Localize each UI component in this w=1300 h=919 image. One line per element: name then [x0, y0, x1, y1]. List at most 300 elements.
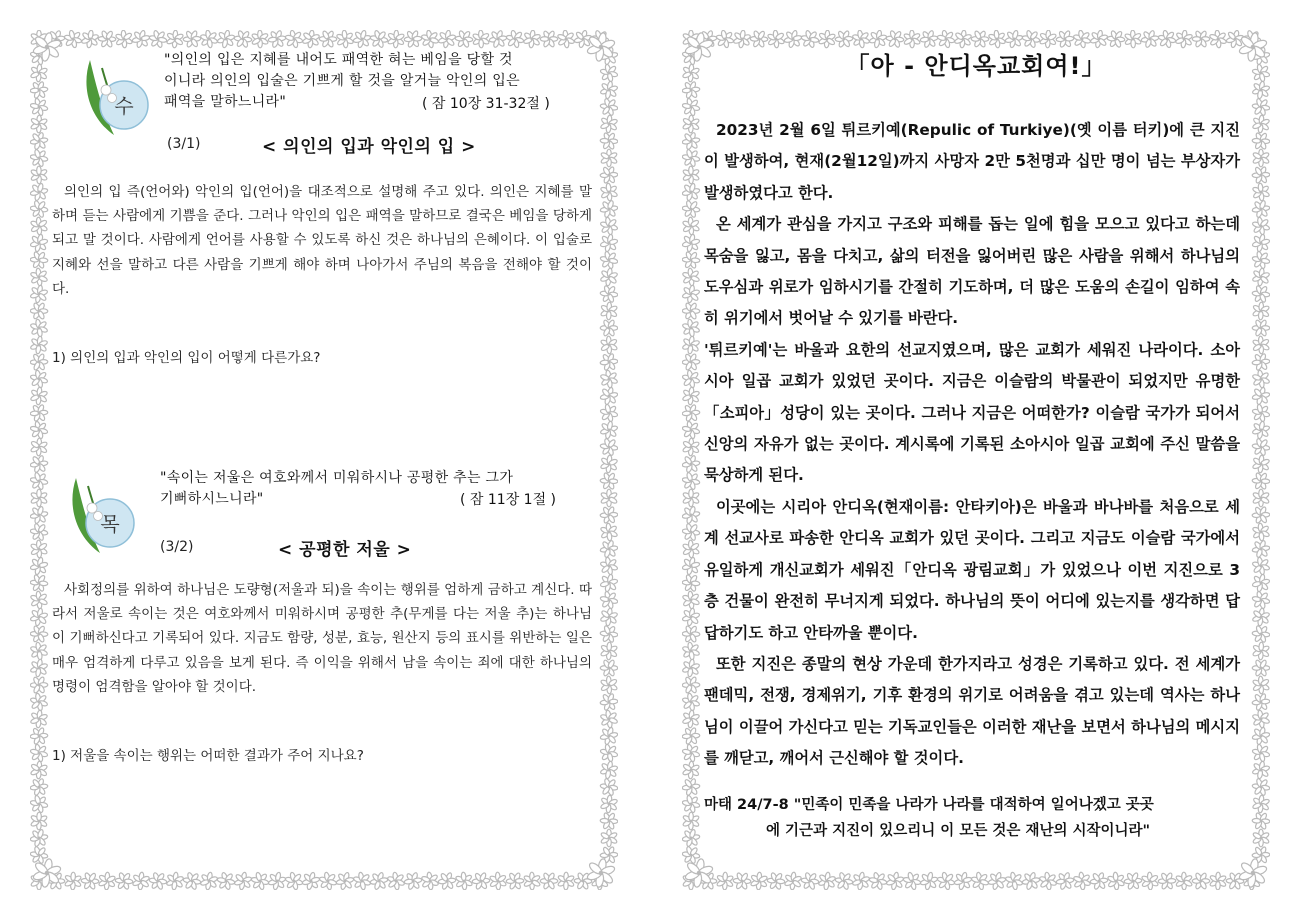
border-flower: [30, 182, 49, 203]
border-flower: [131, 871, 150, 890]
border-flower: [472, 872, 491, 890]
article-paragraph: 또한 지진은 종말의 현상 가운데 한가지라고 성경은 기록하고 있다. 전 세계가 팬데믹, 전쟁, 경제위기, 기후 환경의 위기로 어려움을 겪고 있는데 역사는 하나님이 이끌어 가신다고 믿는 기독교인들은 이러한 재난을 보면서 하나님의 메시지를 깨닫고, 깨어서 근신해야 할 것이다.: [704, 654, 1240, 768]
border-flower: [351, 30, 372, 49]
border-flower: [95, 869, 119, 890]
border-flower: [197, 869, 222, 890]
date-1: (3/1): [167, 136, 201, 152]
border-flower: [918, 870, 940, 890]
border-flower: [30, 419, 50, 441]
border-flower: [597, 469, 618, 493]
border-flower: [597, 503, 618, 527]
border-flower: [951, 869, 976, 890]
border-flower: [1072, 871, 1091, 890]
border-flower: [682, 486, 703, 510]
border-flower: [682, 469, 703, 494]
border-flower: [1189, 869, 1213, 890]
border-flower: [682, 537, 703, 561]
border-flower: [30, 384, 51, 408]
border-flower: [572, 30, 594, 50]
border-flower: [318, 870, 339, 890]
border-flower: [598, 45, 618, 67]
border-flower: [900, 869, 925, 890]
border-flower: [30, 61, 51, 85]
border-flower: [574, 872, 592, 890]
border-flower: [437, 30, 458, 49]
border-flower: [597, 520, 618, 544]
border-flower: [599, 607, 618, 627]
border-flower: [1250, 215, 1270, 237]
border-flower: [164, 870, 187, 890]
border-flower: [1250, 759, 1270, 781]
border-flower: [682, 267, 701, 287]
border-flower: [1252, 829, 1269, 847]
border-flower: [682, 248, 703, 271]
border-flower: [1249, 282, 1270, 307]
border-flower: [1251, 97, 1270, 117]
border-flower: [30, 115, 48, 133]
border-flower: [682, 163, 703, 187]
border-flower: [30, 676, 48, 694]
border-flower: [30, 537, 51, 561]
border-flower: [30, 334, 50, 357]
border-flower: [600, 659, 618, 676]
border-flower: [597, 452, 618, 476]
border-flower: [682, 401, 703, 425]
border-flower: [452, 869, 476, 890]
border-flower: [1252, 659, 1270, 676]
border-flower: [682, 828, 701, 848]
border-flower: [867, 870, 889, 890]
border-flower: [30, 571, 51, 594]
section-1-title: < 의인의 입과 악인의 입 >: [262, 137, 476, 157]
border-flower: [385, 870, 408, 890]
border-flower: [61, 30, 86, 51]
border-flower: [599, 777, 618, 797]
border-flower: [1249, 622, 1270, 647]
border-flower: [600, 829, 617, 847]
border-flower: [30, 284, 49, 305]
border-flower: [98, 30, 116, 48]
border-flower: [682, 676, 700, 694]
border-flower: [597, 299, 618, 323]
border-flower: [523, 872, 541, 890]
border-flower: [600, 489, 617, 507]
section-2-question: 1) 저울을 속이는 행위는 어떠한 결과가 주어 지나요?: [52, 748, 364, 764]
border-flower: [401, 30, 425, 51]
border-flower: [30, 231, 51, 256]
section-2-body: 사회정의를 위하여 하나님은 도량형(저울과 되)을 속이는 행위를 엄하게 금하고 계신다. 따라서 저울로 속이는 것은 여호와께서 미워하시며 공평한 추(무게를 다는 저울 추)는 하나님이 기뻐하신다고 기록되어 있다. 지금도 함량, 성분, 효능, 원산지 등의 표시를 위반하는 일은 매우 엄격하게 다루고 있음을 보게 된다. 즉 이익을 위해서 남을 속이는 죄에 대한 하나님의 명령이 엄격함을 알아야 할 것이다.: [52, 582, 592, 695]
border-flower: [597, 61, 618, 86]
border-flower: [1249, 809, 1270, 833]
border-flower: [1249, 350, 1270, 375]
article-paragraph: 2023년 2월 6일 튀르키예(Repulic of Turkiye)(옛 이름 터키)에 큰 지진이 발생하여, 현재(2월12일)까지 사망자 2만 5천명과 십만 명이 넘는 부상자가 발생하였다고 한다.: [704, 121, 1240, 202]
border-flower: [598, 249, 618, 271]
border-flower: [599, 267, 618, 287]
border-flower: [682, 845, 701, 865]
border-flower: [233, 30, 252, 49]
verse-2: "속이는 저울은 여호와께서 미워하시나 공평한 추는 그가 기뻐하시느니라": [160, 470, 514, 507]
border-flower: [215, 870, 237, 890]
verse-1: "의인의 입은 지혜를 내어도 패역한 혀는 베임을 당할 것 이니라 의인의 입술은 기쁘게 할 것을 알거늘 악인의 입은 패역을 말하느니라": [164, 52, 520, 110]
border-flower: [30, 606, 49, 627]
border-flower: [1124, 872, 1143, 890]
border-flower: [597, 350, 618, 375]
border-flower: [233, 871, 254, 890]
border-flower: [598, 79, 618, 101]
border-flower: [885, 871, 906, 890]
border-flower: [1087, 869, 1110, 890]
border-flower: [488, 30, 508, 49]
border-flower: [598, 725, 618, 747]
border-flower: [44, 869, 68, 890]
border-flower: [599, 97, 618, 117]
border-flower: [30, 30, 47, 48]
border-flower: [682, 438, 700, 456]
border-flower: [597, 333, 618, 357]
border-flower: [598, 759, 618, 781]
border-flower: [30, 299, 51, 323]
border-flower: [1251, 777, 1270, 797]
border-flower: [682, 353, 700, 371]
border-flower: [682, 691, 702, 713]
border-flower: [682, 182, 701, 203]
border-flower: [334, 870, 356, 890]
border-flower: [682, 299, 703, 323]
border-flower: [1250, 555, 1270, 577]
border-flower: [1138, 869, 1162, 890]
border-flower: [682, 571, 703, 594]
border-flower: [1252, 149, 1269, 167]
border-flower: [1249, 503, 1270, 527]
border-flower: [147, 30, 169, 50]
border-flower: [1251, 369, 1270, 389]
border-flower: [30, 96, 50, 118]
border-flower: [599, 199, 618, 219]
border-flower: [30, 45, 50, 67]
border-flower: [30, 267, 49, 287]
border-flower: [585, 856, 618, 889]
border-flower: [30, 554, 51, 579]
border-flower: [1249, 299, 1270, 323]
border-flower: [597, 180, 618, 204]
border-flower: [682, 657, 702, 679]
border-flower: [682, 639, 703, 664]
border-flower: [520, 30, 545, 51]
border-flower: [1251, 539, 1270, 559]
border-flower: [79, 30, 102, 50]
border-flower: [1021, 871, 1041, 890]
border-flower: [452, 30, 476, 51]
border-flower: [299, 869, 324, 890]
border-flower: [316, 30, 340, 51]
border-flower: [112, 30, 135, 51]
border-flower: [597, 690, 618, 715]
border-flower: [598, 419, 618, 441]
border-flower: [30, 453, 50, 476]
border-flower: [597, 741, 618, 766]
border-flower: [1249, 520, 1270, 544]
border-flower: [30, 845, 49, 865]
border-flower: [248, 869, 273, 890]
border-flower: [696, 869, 720, 890]
border-flower: [333, 30, 358, 51]
border-flower: [682, 707, 703, 732]
border-flower: [1249, 401, 1270, 426]
article-title: 「아 - 안디옥교회여!」: [845, 52, 1107, 80]
border-flower: [1249, 333, 1270, 357]
border-flower: [733, 872, 751, 890]
border-flower: [30, 809, 51, 833]
border-flower: [682, 316, 703, 341]
border-flower: [30, 146, 51, 171]
border-flower: [600, 149, 617, 167]
scripture-footnote: 마태 24/7-8 "민족이 민족을 나라가 나라를 대적하여 일어나겠고 곳곳 에 기근과 지진이 있으리니 이 모든 것은 재난의 시작이니라": [704, 797, 1154, 839]
border-flower: [682, 284, 701, 305]
border-flower: [30, 214, 51, 237]
border-flower: [597, 129, 618, 153]
article-paragraph: '튀르키예'는 바울과 요한의 선교지였으며, 많은 교회가 세워진 나라이다. 소아시아 일곱 교회가 있었던 곳이다. 지금은 이슬람의 박물관이 되었지만 유명한 「소피아」성당이 있는 곳이다. 그러나 지금은 어떠한가? 이슬람 국가가 되어서 신앙의 자유가 없는 곳이다. 계시록에 기록된 소아시아 일곱 교회에 주신 말씀을 묵상하게 된다.: [704, 340, 1240, 485]
border-flower: [486, 869, 510, 890]
border-flower: [301, 30, 321, 49]
border-flower: [1206, 869, 1230, 890]
border-flower: [682, 775, 702, 798]
border-flower: [816, 870, 839, 890]
border-flower: [1249, 469, 1270, 493]
border-flower: [597, 231, 618, 256]
border-flower: [180, 30, 204, 51]
border-flower: [597, 112, 618, 136]
border-flower: [682, 792, 703, 817]
border-flower: [265, 30, 290, 51]
border-flower: [598, 555, 618, 577]
border-flower: [682, 115, 700, 133]
left-page: [30, 30, 618, 890]
border-flower: [849, 869, 874, 890]
border-flower: [935, 870, 957, 890]
border-flower: [369, 871, 389, 890]
border-flower: [30, 622, 51, 646]
border-flower: [682, 742, 702, 764]
border-flower: [30, 248, 51, 271]
border-flower: [597, 163, 618, 187]
border-flower: [30, 368, 50, 390]
border-flower: [1053, 869, 1078, 890]
border-flower: [783, 871, 802, 890]
border-flower: [31, 30, 64, 63]
border-flower: [682, 522, 701, 542]
border-flower: [30, 724, 51, 748]
border-flower: [420, 30, 441, 49]
border-flower: [597, 282, 618, 307]
border-flower: [1249, 690, 1270, 715]
border-flower: [30, 353, 48, 371]
border-flower: [682, 724, 703, 748]
border-flower: [682, 384, 703, 408]
border-flower: [384, 30, 408, 51]
border-flower: [197, 30, 222, 51]
verse-1-reference: ( 잠 10장 31-32절 ): [422, 96, 550, 112]
border-flower: [1249, 129, 1270, 153]
border-flower: [682, 78, 703, 103]
border-flower: [369, 30, 389, 49]
border-flower: [1249, 163, 1270, 187]
border-flower: [1037, 870, 1060, 890]
border-flower: [600, 319, 618, 336]
border-flower: [1252, 319, 1270, 336]
border-flower: [682, 231, 703, 256]
border-flower: [30, 707, 51, 732]
border-flower: [597, 622, 618, 647]
badge-char: 수: [114, 94, 134, 118]
border-flower: [588, 869, 612, 890]
border-flower: [1002, 869, 1027, 890]
lily-of-valley-icon-2: [58, 468, 138, 562]
border-flower: [504, 30, 525, 50]
border-flower: [30, 401, 51, 425]
border-flower: [585, 30, 618, 63]
border-flower: [350, 869, 375, 890]
border-flower: [1155, 869, 1179, 890]
border-flower: [166, 30, 185, 48]
border-flower: [682, 146, 703, 171]
border-flower: [682, 761, 700, 780]
border-flower: [30, 828, 49, 848]
verse-2-reference: ( 잠 11장 1절 ): [460, 492, 557, 508]
border-flower: [1249, 112, 1270, 136]
border-flower: [45, 30, 68, 51]
border-flower: [537, 869, 561, 890]
border-flower: [597, 673, 618, 697]
border-flower: [1250, 589, 1270, 611]
border-flower: [30, 163, 51, 187]
border-flower: [713, 869, 737, 890]
border-flower: [1250, 385, 1270, 407]
border-flower: [1250, 249, 1270, 271]
border-flower: [682, 809, 703, 833]
border-flower: [30, 639, 51, 664]
border-flower: [30, 691, 50, 713]
border-flower: [1226, 872, 1244, 890]
border-flower: [1251, 437, 1270, 457]
border-flower: [682, 214, 703, 237]
border-flower: [1251, 267, 1270, 287]
border-flower: [682, 554, 703, 579]
border-flower: [599, 539, 618, 559]
border-flower: [215, 30, 237, 50]
border-flower: [764, 869, 787, 890]
border-flower: [1249, 673, 1270, 697]
border-flower: [503, 869, 527, 890]
border-flower: [112, 869, 135, 890]
border-flower: [266, 870, 288, 890]
border-flower: [283, 30, 304, 50]
border-flower: [598, 215, 618, 237]
border-flower: [682, 96, 702, 118]
border-flower: [182, 871, 202, 890]
border-flower: [1252, 489, 1269, 507]
border-flower: [597, 809, 618, 833]
border-flower: [599, 437, 618, 457]
border-flower: [588, 30, 613, 51]
border-flower: [435, 869, 458, 890]
border-flower: [30, 438, 48, 456]
article-body: [704, 115, 1240, 775]
border-flower: [554, 869, 578, 890]
date-2: (3/2): [160, 539, 194, 555]
border-flower: [1249, 231, 1270, 256]
border-flower: [597, 401, 618, 426]
border-flower: [30, 590, 49, 609]
border-flower: [30, 199, 49, 218]
border-flower: [747, 869, 771, 890]
border-flower: [30, 130, 50, 153]
border-flower: [31, 856, 64, 889]
border-flower: [1251, 607, 1270, 627]
border-flower: [30, 657, 50, 679]
border-flower: [682, 334, 702, 357]
border-flower: [537, 30, 561, 51]
section-2-title: < 공평한 저울 >: [278, 540, 412, 560]
border-flower: [1251, 199, 1270, 219]
border-flower: [30, 872, 47, 890]
border-flower: [1249, 180, 1270, 204]
section-1-question: 1) 의인의 입과 악인의 입이 어떻게 다른가요?: [52, 350, 321, 366]
border-flower: [682, 505, 701, 526]
border-flower: [1251, 709, 1270, 729]
border-flower: [30, 469, 51, 494]
border-flower: [469, 30, 493, 51]
border-flower: [30, 316, 51, 341]
border-flower: [30, 761, 48, 780]
border-flower: [30, 522, 49, 542]
border-flower: [1249, 741, 1270, 766]
right-page: [682, 30, 1270, 890]
border-flower: [30, 78, 51, 103]
border-flower: [597, 792, 618, 816]
border-flower: [1250, 725, 1270, 747]
border-flower: [283, 870, 305, 890]
border-flower: [682, 872, 699, 890]
border-flower: [682, 606, 701, 627]
border-flower: [986, 870, 1008, 890]
border-flower: [30, 742, 50, 764]
border-flower: [30, 775, 50, 798]
border-flower: [146, 869, 171, 890]
border-flower: [598, 385, 618, 407]
border-flower: [81, 872, 99, 890]
border-flower: [30, 486, 51, 510]
border-flower: [682, 419, 702, 441]
border-flower: [599, 369, 618, 389]
border-flower: [30, 792, 51, 817]
border-flower: [1250, 419, 1270, 441]
border-flower: [420, 871, 439, 890]
border-flower: [1249, 571, 1270, 596]
border-flower: [248, 30, 272, 51]
border-flower: [834, 871, 854, 890]
border-flower: [556, 30, 575, 49]
border-flower: [599, 709, 618, 729]
border-flower: [597, 639, 618, 663]
border-flower: [1237, 856, 1270, 889]
border-flower: [682, 590, 701, 609]
border-flower: [598, 589, 618, 611]
border-flower: [61, 869, 85, 890]
border-flower: [798, 869, 823, 890]
border-flower: [1104, 869, 1128, 890]
border-flower: [129, 30, 154, 51]
section-1-body: 의인의 입 즉(언어와) 악인의 입(언어)을 대조적으로 설명해 주고 있다. 의인은 지혜를 말하며 듣는 사람에게 기쁨을 준다. 그러나 악인의 입은 패역을 말하므로 결국은 베임을 당하게 되고 말 것이다. 사람에게 언어를 사용할 수 있도록 하신 것은 하나님의 은혜이다. 이 입술로 지혜와 선을 말하고 다른 사람을 기쁘게 해야 하며 나아가서 주님의 복음을 전해야 할 것이다.: [52, 184, 592, 297]
